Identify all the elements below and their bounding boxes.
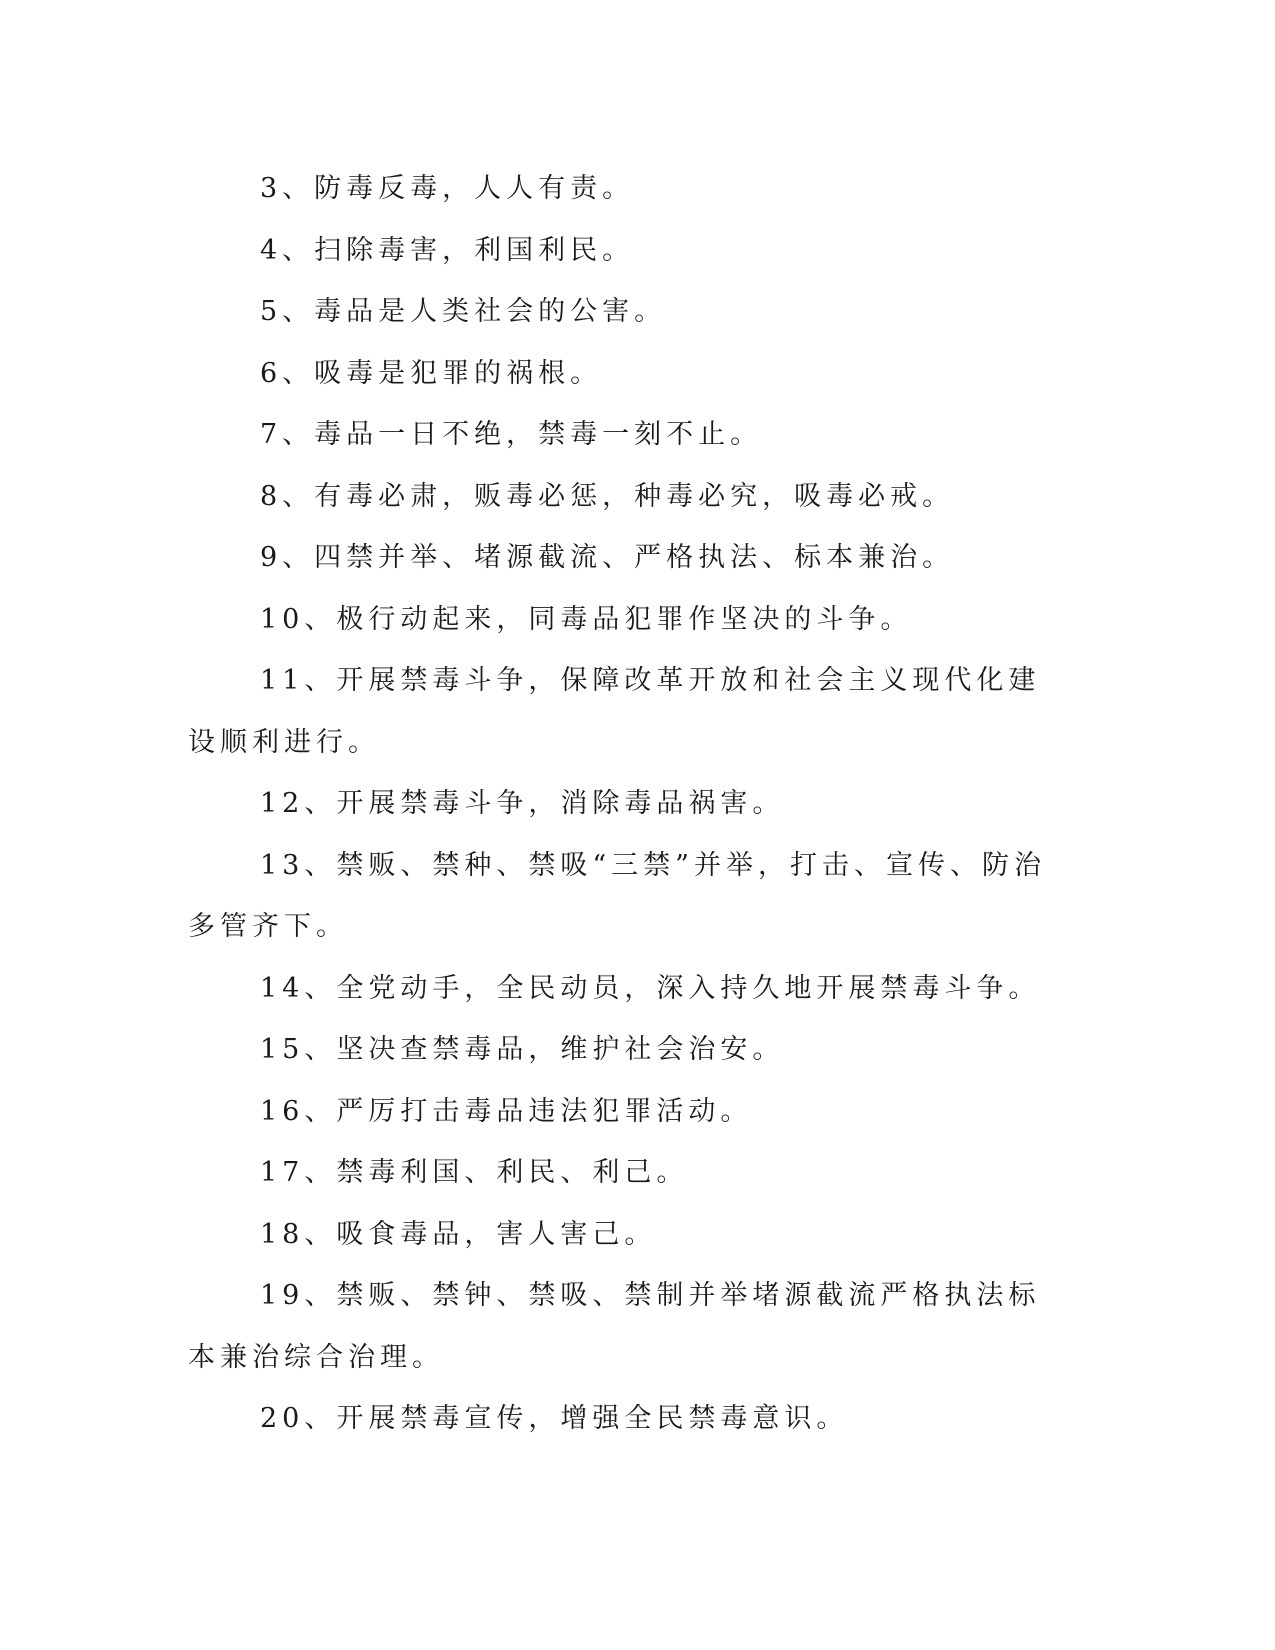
slogan-item: 5、毒品是人类社会的公害。 xyxy=(260,296,667,327)
slogan-item: 18、吸食毒品，害人害己。 xyxy=(260,1218,657,1250)
slogan-item: 20、开展禁毒宣传，增强全民禁毒意识。 xyxy=(260,1403,849,1434)
slogan-item: 19、禁贩、禁钟、禁吸、禁制并举堵源截流严格执法标本兼治综合治理。 xyxy=(188,1280,1041,1373)
slogan-item: 14、全党动手，全民动员，深入持久地开展禁毒斗争。 xyxy=(260,972,1041,1004)
slogan-item: 7、毒品一日不绝，禁毒一刻不止。 xyxy=(260,419,763,450)
slogan-item: 3、防毒反毒，人人有责。 xyxy=(260,173,635,204)
slogan-item: 11、开展禁毒斗争，保障改革开放和社会主义现代化建设顺利进行。 xyxy=(188,665,1041,758)
slogan-item: 16、严厉打击毒品违法犯罪活动。 xyxy=(260,1095,753,1127)
slogan-item: 15、坚决查禁毒品，维护社会治安。 xyxy=(260,1034,785,1065)
slogan-item: 17、禁毒利国、利民、利己。 xyxy=(260,1157,689,1188)
slogan-item: 9、四禁并举、堵源截流、严格执法、标本兼治。 xyxy=(260,542,955,573)
slogan-item: 12、开展禁毒斗争，消除毒品祸害。 xyxy=(260,788,785,819)
slogan-item: 13、禁贩、禁种、禁吸“三禁”并举，打击、宣传、防治多管齐下。 xyxy=(188,849,1046,942)
slogan-item: 4、扫除毒害，利国利民。 xyxy=(260,234,635,266)
slogan-item: 10、极行动起来，同毒品犯罪作坚决的斗争。 xyxy=(260,603,913,635)
slogan-item: 8、有毒必肃，贩毒必惩，种毒必究，吸毒必戒。 xyxy=(260,480,955,512)
slogan-item: 6、吸毒是犯罪的祸根。 xyxy=(260,357,603,389)
slogan-list xyxy=(188,158,1072,1450)
